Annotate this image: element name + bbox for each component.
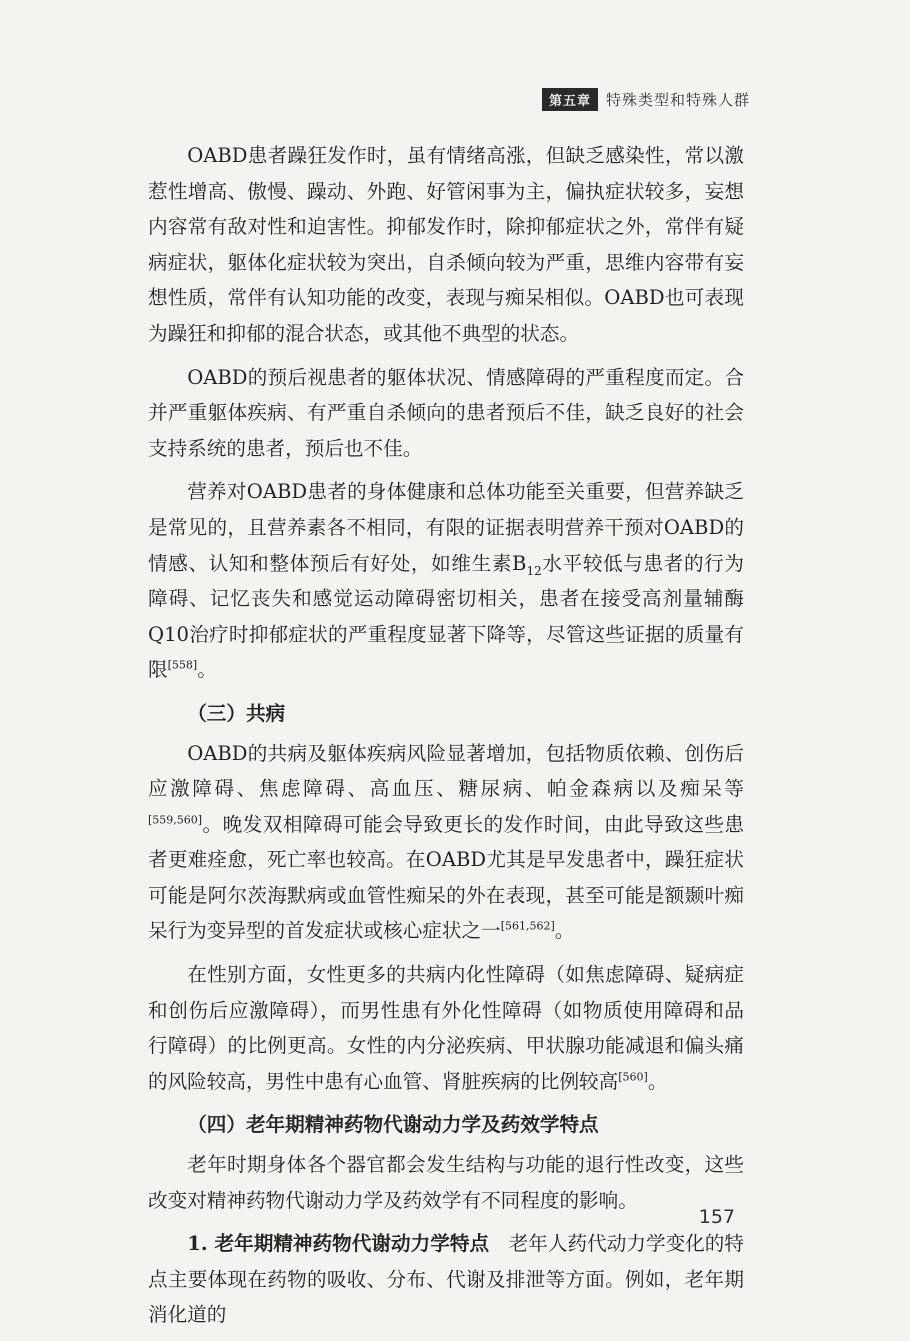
chapter-badge: 第五章 xyxy=(542,88,598,111)
paragraph-clinical-features: OABD患者躁狂发作时，虽有情绪高涨，但缺乏感染性，常以激惹性增高、傲慢、躁动、外跑、好管闲事为主，偏执症状较多，妄想内容常有敌对性和迫害性。抑郁发作时，除抑郁症状之外，常伴有疑病症状，躯体化症状较为突出，自杀倾向较为严重，思维内容带有妄想性质，常伴有认知功能的改变，表现与痴呆相似。OABD也可表现为躁狂和抑郁的混合状态，或其他不典型的状态。 xyxy=(148,144,744,345)
text-run: 。 xyxy=(554,919,575,943)
citation-ref: [561,562] xyxy=(500,919,555,933)
heading-comorbidity: （三）共病 xyxy=(187,701,286,725)
text-run: 在性别方面，女性更多的共病内化性障碍（如焦虑障碍、疑病症和创伤后应激障碍），而男性患有外化性障碍（如物质使用障碍和品行障碍）的比例更高。女性的内分泌疾病、甲状腺功能减退和偏头痛的风险较高，男性中患有心血管、肾脏疾病的比例较高 xyxy=(148,963,744,1093)
running-header xyxy=(542,88,750,111)
citation-ref: [560] xyxy=(618,1070,648,1084)
paragraph-prognosis: OABD的预后视患者的躯体状况、情感障碍的严重程度而定。合并严重躯体疾病、有严重自杀倾向的患者预后不佳，缺乏良好的社会支持系统的患者，预后也不佳。 xyxy=(148,365,744,460)
paragraph-organ-changes: 老年时期身体各个器官都会发生结构与功能的退行性改变，这些改变对精神药物代谢动力学及药效学有不同程度的影响。 xyxy=(148,1153,744,1212)
text-run: 水平较低与患者的行为障碍、记忆丧失和感觉运动障碍密切相关，患者在接受高剂量辅酶Q10治疗时抑郁症状的严重程度显著下降等，尽管这些证据的质量有限 xyxy=(148,551,745,682)
heading-pharmacology: （四）老年期精神药物代谢动力学及药效学特点 xyxy=(187,1113,599,1137)
paragraph-gender xyxy=(148,957,744,1099)
text-run: 。 xyxy=(197,658,217,682)
text-run: 老年人药代动力学变化的特点主要体现在药物的吸收、分布、代谢及排泄等方面。例如，老年期消化道的 xyxy=(148,1232,745,1327)
paragraph-nutrition xyxy=(148,474,744,688)
page-number: 157 xyxy=(698,1206,735,1228)
paragraph-comorbidity xyxy=(148,736,744,950)
text-run: 。 xyxy=(647,1069,668,1093)
section-title: 特殊类型和特殊人群 xyxy=(605,91,750,109)
paragraph-pharmacokinetics xyxy=(148,1226,744,1333)
subscript: 12 xyxy=(526,563,542,578)
inline-heading: 1. 老年期精神药物代谢动力学特点 xyxy=(187,1232,490,1256)
text-run: OABD的共病及躯体疾病风险显著增加，包括物质依赖、创伤后应激障碍、焦虑障碍、高血压、糖尿病、帕金森病以及痴呆等 xyxy=(148,741,744,801)
citation-ref: [559,560] xyxy=(148,813,203,827)
body-text xyxy=(148,138,744,1341)
text-run: 营养对OABD患者的身体健康和总体功能至关重要，但营养缺乏是常见的，且营养素各不相同，有限的证据表明营养干预对OABD的情感、认知和整体预后有好处，如维生素B xyxy=(148,480,744,575)
citation-ref: [558] xyxy=(167,658,198,672)
text-run: 。晚发双相障碍可能会导致更长的发作时间，由此导致这些患者更难痊愈，死亡率也较高。在OABD尤其是早发患者中，躁狂症状可能是阿尔茨海默病或血管性痴呆的外在表现，甚至可能是额颞叶痴呆行为变异型的首发症状或核心症状之一 xyxy=(148,812,744,943)
